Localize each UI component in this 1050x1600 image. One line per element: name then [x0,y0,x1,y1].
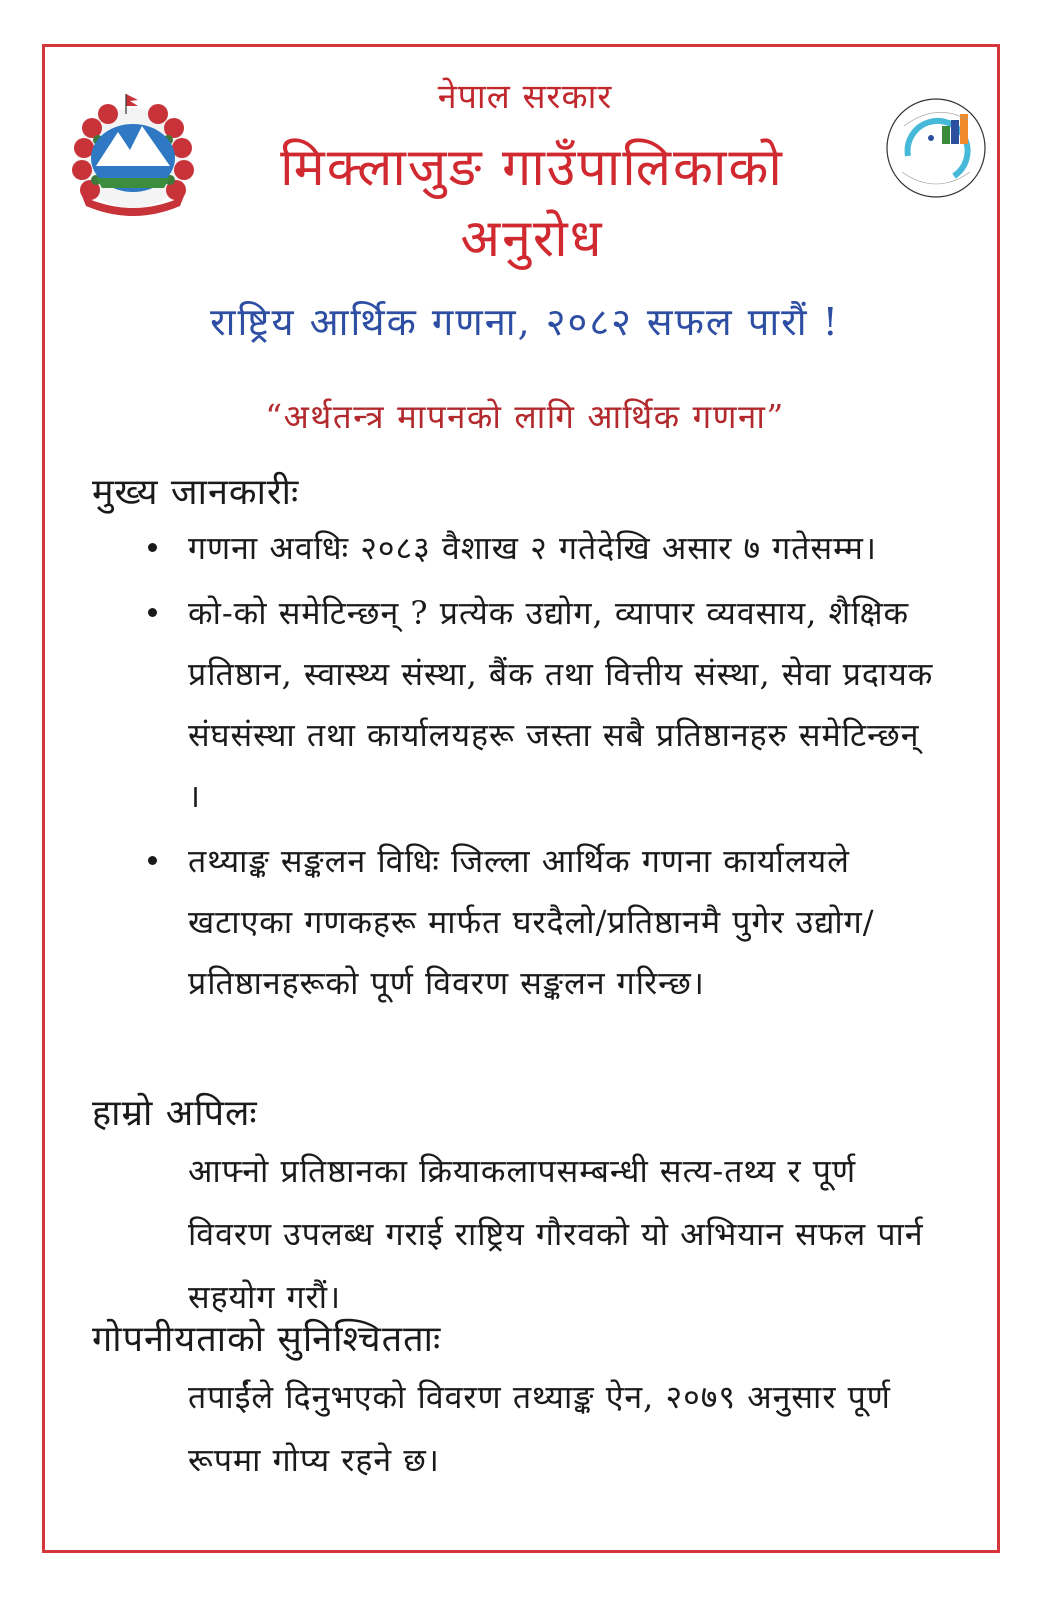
government-title: नेपाल सरकार [437,77,613,117]
census-slogan: राष्ट्रिय आर्थिक गणना, २०८२ सफल पारौं ! [210,300,840,344]
census-tagline: “अर्थतन्त्र मापनको लागि आर्थिक गणना” [265,397,785,436]
key-info-heading: मुख्य जानकारीः [92,472,300,513]
list-item-text: गणना अवधिः २०८३ वैशाख २ गतेदेखि असार ७ गतेसम्म। [188,529,877,567]
bullet-dot-icon [148,608,157,617]
list-item [148,583,938,827]
bullet-dot-icon [148,856,157,865]
request-title: मिक्लाजुङ गाउँपालिकाको अनुरोध [280,138,784,269]
bullet-dot-icon [148,543,157,552]
key-info-list [148,518,938,1018]
list-item-text: तथ्याङ्क सङ्कलन विधिः जिल्ला आर्थिक गणना कार्यालयले खटाएका गणकहरू मार्फत घरदैलो/प्रतिष्ठानमै पुगेर उद्योग/प्रतिष्ठानहरूको पूर्ण विवरण सङ्कलन गरिन्छ। [188,842,875,1002]
list-item [148,831,938,1014]
privacy-text: तपाईंले दिनुभएको विवरण तथ्याङ्क ऐन, २०७९ अनुसार पूर्ण रूपमा गोप्य रहने छ। [188,1378,891,1479]
list-item [148,518,938,579]
privacy-heading: गोपनीयताको सुनिश्चितताः [92,1319,442,1360]
appeal-text: आफ्नो प्रतिष्ठानका क्रियाकलापसम्बन्धी सत्य-तथ्य र पूर्ण विवरण उपलब्ध गराई राष्ट्रिय गौरवको यो अभियान सफल पार्न सहयोग गरौं। [188,1152,924,1316]
list-item-text: को-को समेटिन्छन् ? प्रत्येक उद्योग, व्यापार व्यवसाय, शैक्षिक प्रतिष्ठान, स्वास्थ्य संस्था, बैंक तथा वित्तीय संस्था, सेवा प्रदायक संघसंस्था तथा कार्यालयहरू जस्ता सबै प्रतिष्ठानहरु समेटिन्छन् । [188,594,934,815]
appeal-heading: हाम्रो अपिलः [92,1093,258,1134]
